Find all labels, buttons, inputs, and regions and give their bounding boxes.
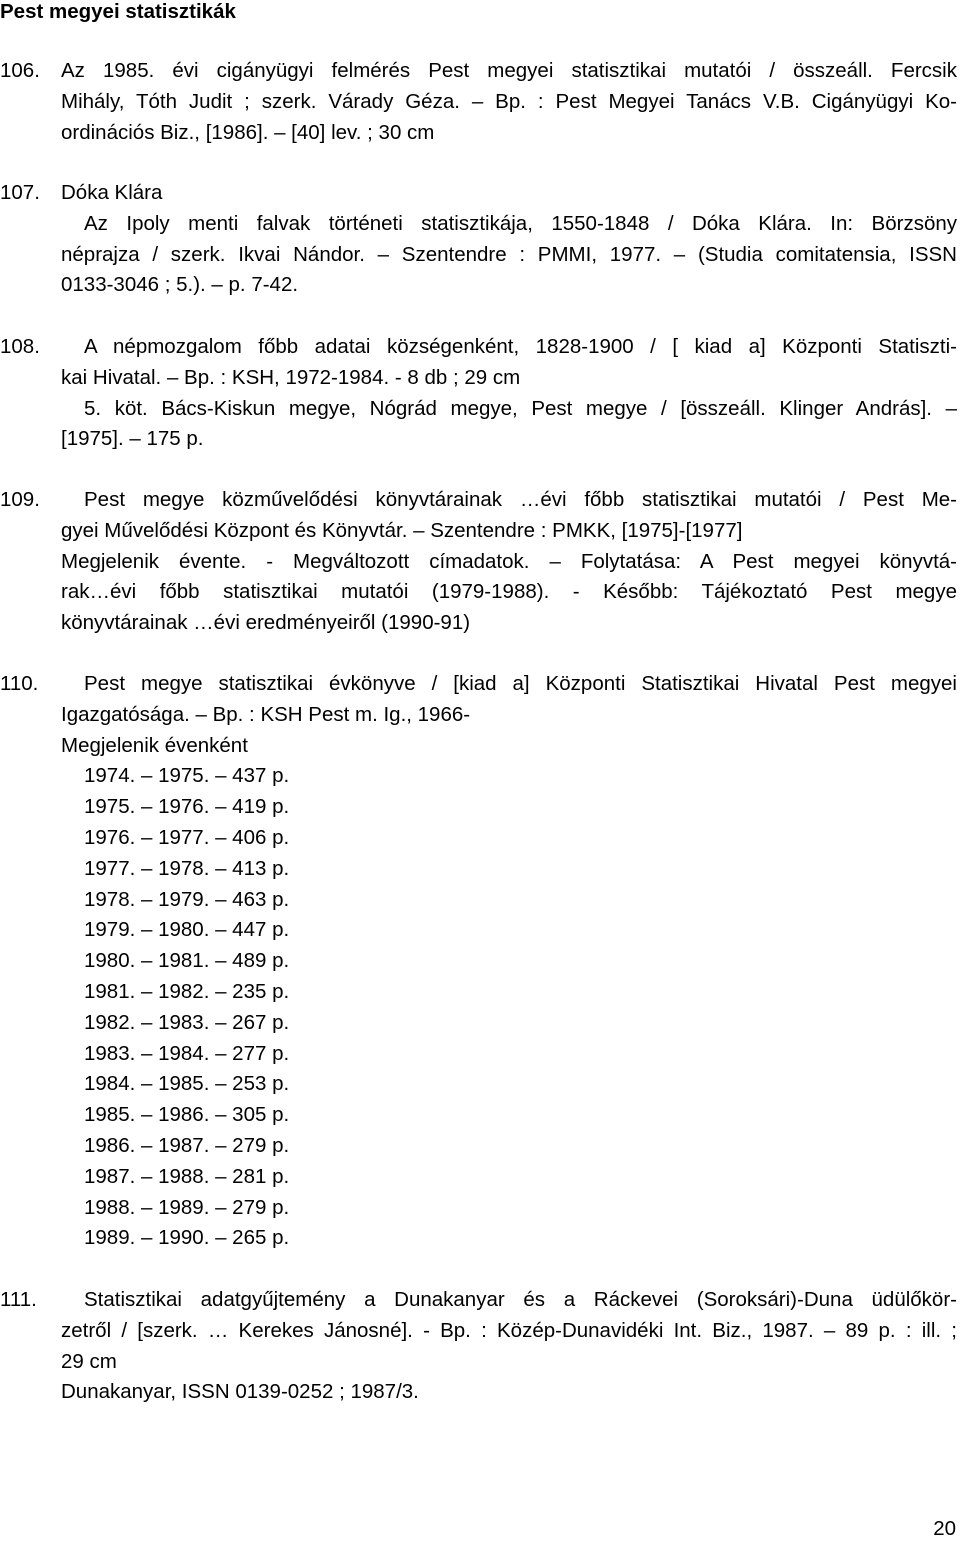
- entry-body: [61, 485, 957, 639]
- entry-line: ordinációs Biz., [1986]. – [40] lev. ; 30 cm: [61, 120, 435, 144]
- entry-line: könyvtárainak …évi eredményeiről (1990-91): [61, 611, 471, 635]
- entry-line: Pest megye statisztikai évkönyve / [kiad a] Központi Statisztikai Hivatal Pest megyei: [84, 672, 957, 695]
- entry-line: kai Hivatal. – Bp. : KSH, 1972-1984. - 8 db ; 29 cm: [61, 365, 521, 389]
- entry-line: 0133-3046 ; 5.). – p. 7-42.: [61, 273, 299, 297]
- entry-line: Az Ipoly menti falvak történeti statisztikája, 1550-1848 / Dóka Klára. In: Börzsöny: [84, 211, 957, 235]
- entry-number: 109.: [0, 488, 40, 511]
- volume-item: 1979. – 1980. – 447 p.: [84, 918, 290, 942]
- bibliography-entry-107: [0, 178, 957, 301]
- volume-item: 1978. – 1979. – 463 p.: [84, 887, 290, 911]
- volume-item: 1976. – 1977. – 406 p.: [84, 825, 290, 849]
- volume-item: 1988. – 1989. – 279 p.: [84, 1195, 290, 1219]
- bibliography-entry-111: [0, 1285, 957, 1408]
- volume-item: 1986. – 1987. – 279 p.: [84, 1133, 290, 1157]
- entry-line: Igazgatósága. – Bp. : KSH Pest m. Ig., 1966-: [61, 702, 471, 726]
- entry-author: Dóka Klára: [61, 181, 163, 204]
- entry-number: 111.: [0, 1288, 37, 1311]
- volume-item: 1987. – 1988. – 281 p.: [84, 1164, 290, 1188]
- volume-item: 1980. – 1981. – 489 p.: [84, 949, 290, 973]
- bibliography-entry-110: [0, 669, 957, 1254]
- bibliography-entry-108: [0, 332, 957, 455]
- volume-item: 1981. – 1982. – 235 p.: [84, 979, 290, 1003]
- entry-body: [61, 1285, 957, 1408]
- entry-number: 106.: [0, 59, 40, 82]
- volume-list: [84, 761, 957, 1254]
- page-number: 20: [933, 1517, 956, 1540]
- entry-line: Az 1985. évi cigányügyi felmérés Pest megyei statisztikai mutatói / összeáll. Fercsik: [61, 59, 957, 82]
- entry-line: [1975]. – 175 p.: [61, 427, 204, 451]
- entry-line: Mihály, Tóth Judit ; szerk. Várady Géza. – Bp. : Pest Megyei Tanács V.B. Cigányügyi Ko-: [61, 89, 957, 113]
- entry-line: Statisztikai adatgyűjtemény a Dunakanyar és a Ráckevei (Soroksári)-Duna üdülőkör-: [84, 1288, 957, 1311]
- entry-line: Megjelenik évenként: [61, 733, 248, 757]
- entry-body: [61, 178, 957, 301]
- entry-body: [61, 669, 957, 761]
- entry-line: rak…évi főbb statisztikai mutatói (1979-1988). - Később: Tájékoztató Pest megye: [61, 580, 957, 604]
- entry-line: 29 cm: [61, 1349, 117, 1373]
- entry-series: Dunakanyar, ISSN 0139-0252 ; 1987/3.: [61, 1380, 419, 1404]
- entry-number: 108.: [0, 335, 40, 358]
- entry-body: [61, 56, 957, 148]
- entry-body: [61, 332, 957, 455]
- bibliography-entry-109: [0, 485, 957, 639]
- entry-line: Megjelenik évente. - Megváltozott címadatok. – Folytatása: A Pest megyei könyvtá-: [61, 549, 957, 573]
- volume-item: 1983. – 1984. – 277 p.: [84, 1041, 290, 1065]
- volume-item: 1985. – 1986. – 305 p.: [84, 1103, 290, 1127]
- volume-item: 1989. – 1990. – 265 p.: [84, 1226, 290, 1250]
- entry-number: 110.: [0, 672, 39, 695]
- bibliography-entry-106: [0, 56, 957, 148]
- volume-item: 1982. – 1983. – 267 p.: [84, 1010, 290, 1034]
- entry-line: A népmozgalom főbb adatai községenként, 1828-1900 / [ kiad a] Központi Statiszti-: [84, 335, 957, 358]
- entry-number: 107.: [0, 181, 40, 204]
- entry-line: 5. köt. Bács-Kiskun megye, Nógrád megye, Pest megye / [összeáll. Klinger András]. –: [84, 396, 957, 420]
- volume-item: 1974. – 1975. – 437 p.: [84, 764, 290, 788]
- entry-line: zetről / [szerk. … Kerekes Jánosné]. - Bp. : Közép-Dunavidéki Int. Biz., 1987. – 89 p. : ill. ;: [61, 1318, 957, 1342]
- volume-item: 1977. – 1978. – 413 p.: [84, 856, 290, 880]
- volume-item: 1984. – 1985. – 253 p.: [84, 1072, 290, 1096]
- page-title: Pest megyei statisztikák: [0, 0, 236, 23]
- entry-line: néprajza / szerk. Ikvai Nándor. – Szentendre : PMMI, 1977. – (Studia comitatensia, ISSN: [61, 242, 957, 266]
- volume-item: 1975. – 1976. – 419 p.: [84, 795, 290, 819]
- entry-line: gyei Művelődési Központ és Könyvtár. – Szentendre : PMKK, [1975]-[1977]: [61, 518, 743, 542]
- entry-line: Pest megye közművelődési könyvtárainak …évi főbb statisztikai mutatói / Pest Me-: [84, 488, 957, 511]
